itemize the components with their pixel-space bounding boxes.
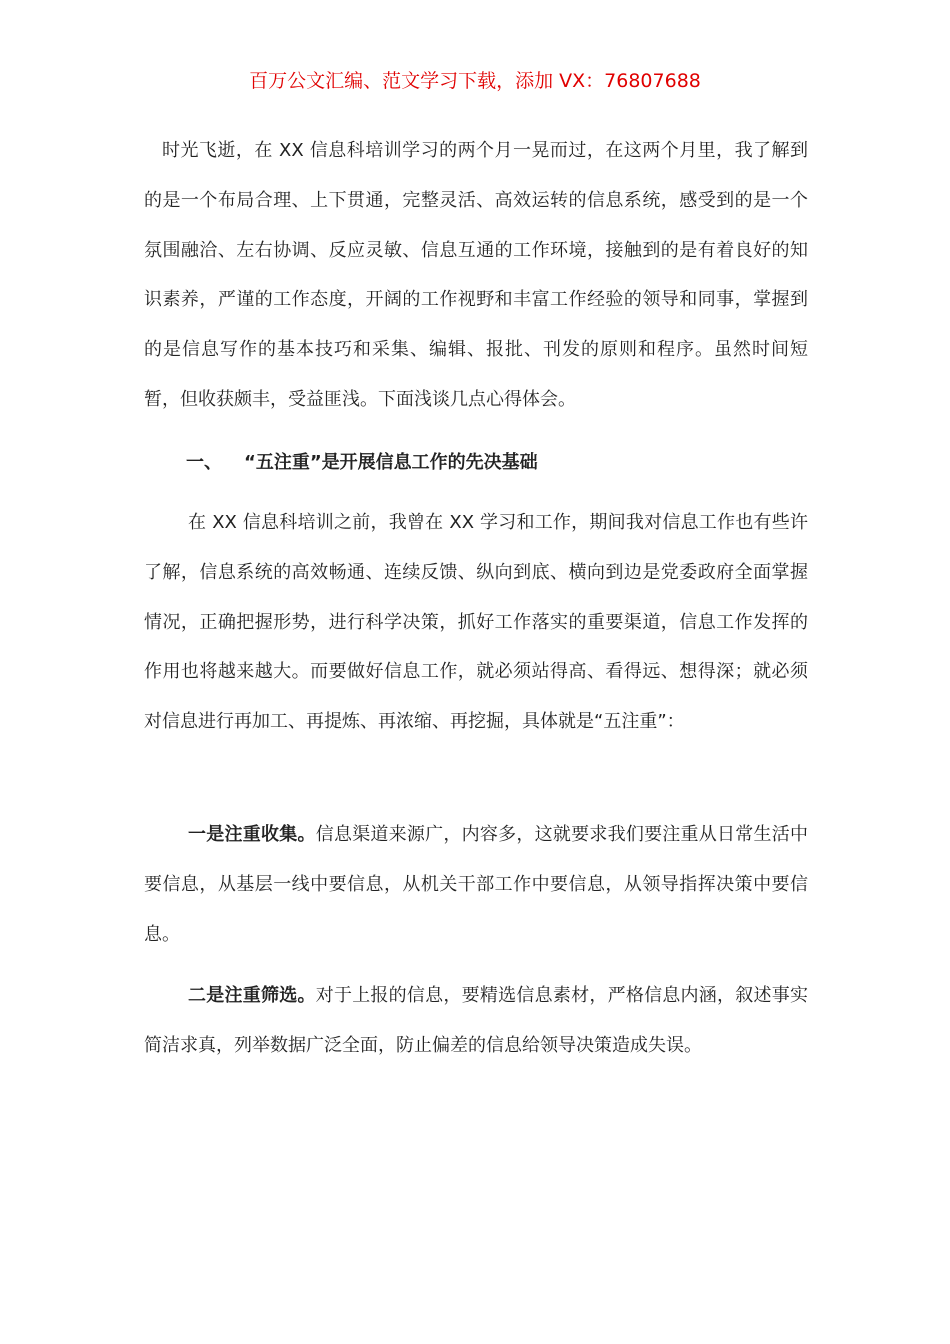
header-banner: 百万公文汇编、范文学习下载，添加 VX：76807688 [249,70,701,92]
section-title: “五注重”是开展信息工作的先决基础 [244,452,538,473]
point-filter-paragraph [144,971,808,1071]
point-collect-lead: 一是注重收集。 [188,824,316,845]
background-paragraph: 在 XX 信息科培训之前，我曾在 XX 学习和工作，期间我对信息工作也有些许了解，信息系统的高效畅通、连续反馈、纵向到底、横向到边是党委政府全面掌握情况，正确把握形势，进行科学决策，抓好工作落实的重要渠道，信息工作发挥的作用也将越来越大。而要做好信息工作，就必须站得高、看得远、想得深；就必须对信息进行再加工、再提炼、再浓缩、再挖掘，具体就是“五注重”： [144,512,808,733]
intro-paragraph: 时光飞逝，在 XX 信息科培训学习的两个月一晃而过，在这两个月里，我了解到的是一个布局合理、上下贯通，完整灵活、高效运转的信息系统，感受到的是一个氛围融洽、左右协调、反应灵敏、信息互通的工作环境，接触到的是有着良好的知识素养，严谨的工作态度，开阔的工作视野和丰富工作经验的领导和同事，掌握到的是信息写作的基本技巧和采集、编辑、报批、刊发的原则和程序。虽然时间短暂，但收获颇丰，受益匪浅。下面浅谈几点心得体会。 [144,140,808,410]
point-filter-text: 对于上报的信息，要精选信息素材，严格信息内涵，叙述事实简洁求真，列举数据广泛全面，防止偏差的信息给领导决策造成失误。 [144,985,809,1056]
point-collect-text: 信息渠道来源广，内容多，这就要求我们要注重从日常生活中要信息，从基层一线中要信息，从机关干部工作中要信息，从领导指挥决策中要信息。 [144,824,809,945]
section-heading [186,438,806,488]
point-filter-lead: 二是注重筛选。 [188,985,316,1006]
section-number: 一、 [186,452,222,473]
point-collect-paragraph [144,810,808,959]
